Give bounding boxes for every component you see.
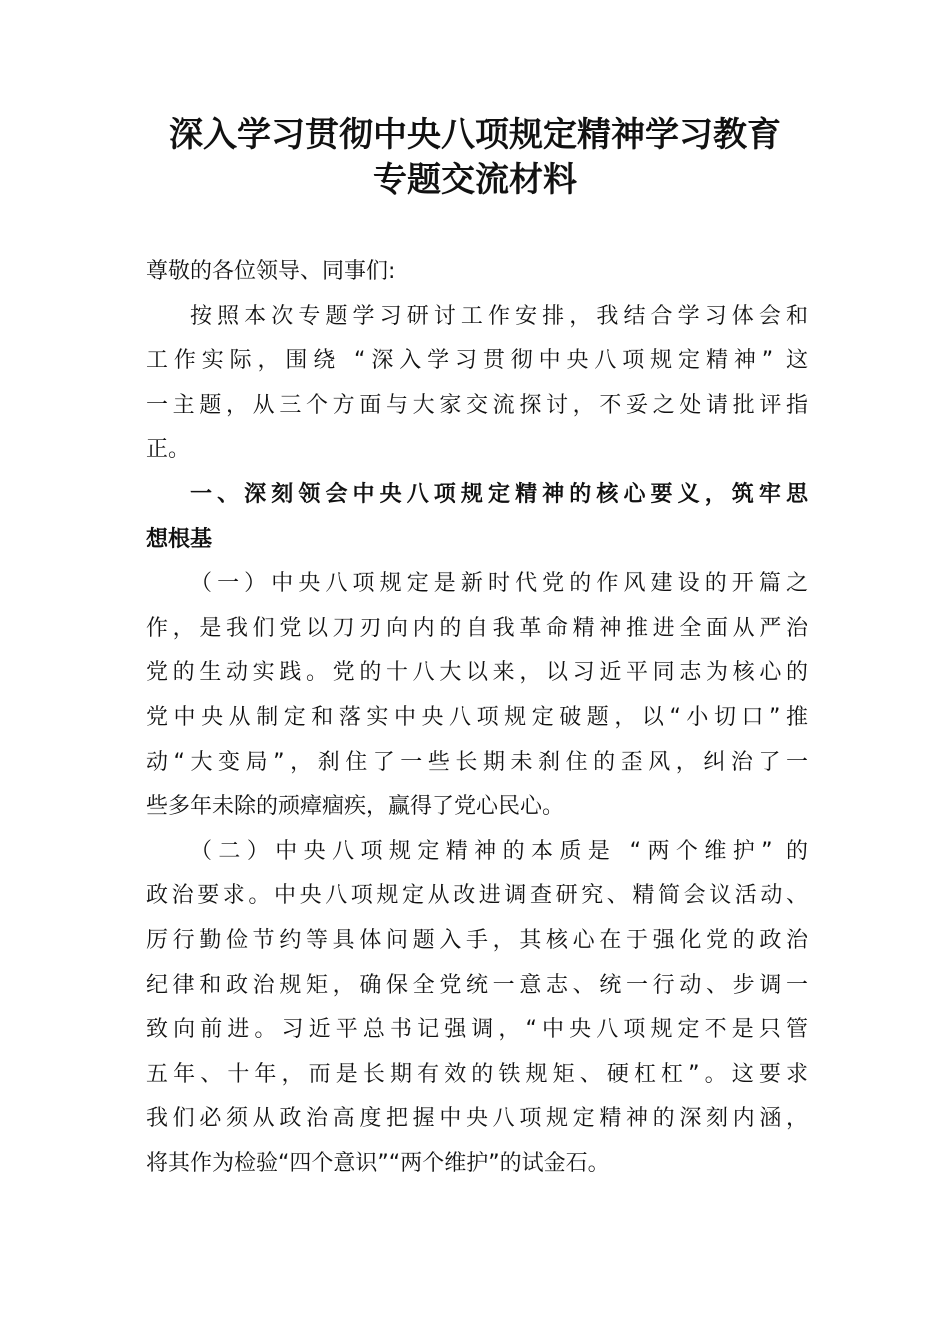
- para1-line: （一）中央八项规定是新时代党的作风建设的开篇之: [190, 571, 808, 597]
- para2-line: 致向前进。习近平总书记强调，“中央八项规定不是只管: [146, 1017, 808, 1043]
- para2-line: 政治要求。中央八项规定从改进调查研究、精简会议活动、: [146, 883, 808, 909]
- intro-line: 按照本次专题学习研讨工作安排，我结合学习体会和: [190, 303, 808, 329]
- intro-line: 一主题，从三个方面与大家交流探讨，不妥之处请批评指: [146, 392, 808, 418]
- intro-line: 工作实际，围绕 “深入学习贯彻中央八项规定精神” 这: [146, 348, 808, 374]
- para1-line: 党的生动实践。党的十八大以来，以习近平同志为核心的: [146, 660, 808, 686]
- para1-line: 些多年未除的顽瘴痼疾，赢得了党心民心。: [146, 794, 565, 820]
- para2-line: 我们必须从政治高度把握中央八项规定精神的深刻内涵，: [146, 1106, 808, 1132]
- intro-line: 正。: [146, 437, 191, 463]
- para1-line: 作，是我们党以刀刃向内的自我革命精神推进全面从严治: [146, 615, 808, 641]
- para2-line: 将其作为检验“四个意识”“两个维护”的试金石。: [146, 1150, 610, 1176]
- para2-line: 纪律和政治规矩，确保全党统一意志、统一行动、步调一: [146, 972, 808, 998]
- para2-line: （二）中央八项规定精神的本质是 “两个维护” 的: [190, 838, 808, 864]
- para1-line: 动“大变局”，刹住了一些长期未刹住的歪风，纠治了一: [146, 749, 808, 775]
- para2-line: 五年、十年，而是长期有效的铁规矩、硬杠杠”。这要求: [146, 1061, 808, 1087]
- salutation: 尊敬的各位领导、同事们:: [146, 259, 396, 284]
- document-body: [146, 250, 808, 1186]
- section-heading: 一、深刻领会中央八项规定精神的核心要义，筑牢思: [190, 481, 808, 507]
- document-title-line-1: 深入学习贯彻中央八项规定精神学习教育: [169, 115, 781, 155]
- para1-line: 党中央从制定和落实中央八项规定破题，以“小切口”推: [146, 704, 808, 730]
- para2-line: 厉行勤俭节约等具体问题入手，其核心在于强化党的政治: [146, 927, 808, 953]
- section-heading: 想根基: [146, 526, 213, 552]
- document-title-line-2: 专题交流材料: [373, 160, 577, 200]
